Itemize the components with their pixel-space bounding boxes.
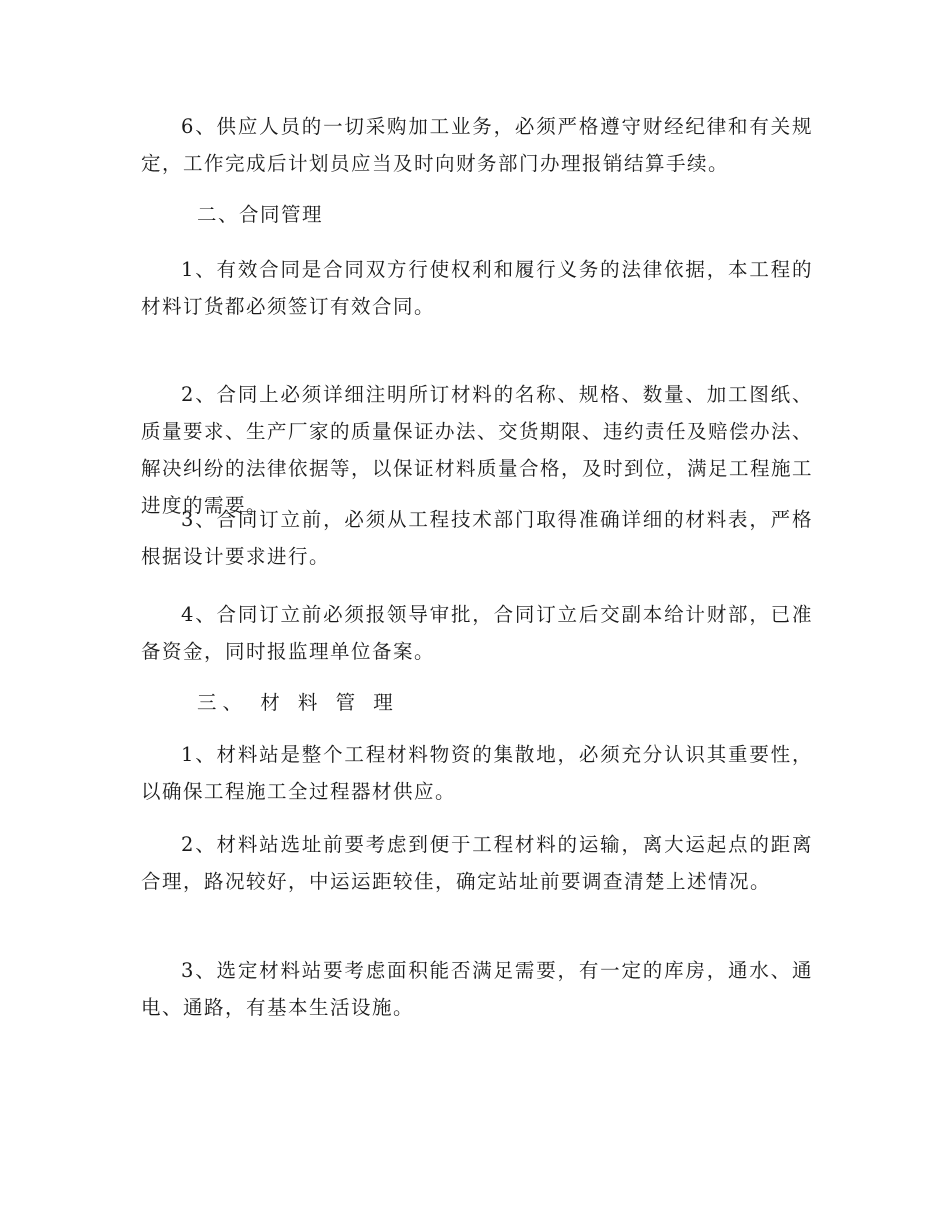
paragraph-3: 2、合同上必须详细注明所订材料的名称、规格、数量、加工图纸、质量要求、生产厂家的质量保证办法、交货期限、违约责任及赔偿办法、解决纠纷的法律依据等，以保证材料质量合格，及时到位，满足工程施工进度的需要。 — [141, 383, 814, 517]
paragraph-5: 4、合同订立前必须报领导审批，合同订立后交副本给计财部，已准备资金，同时报监理单位备案。 — [141, 603, 813, 663]
paragraph-6: 1、材料站是整个工程材料物资的集散地，必须充分认识其重要性，以确保工程施工全过程器材供应。 — [141, 743, 813, 803]
paragraph-8: 3、选定材料站要考虑面积能否满足需要，有一定的库房，通水、通电、通路，有基本生活设施。 — [141, 959, 813, 1019]
paragraph-7: 2、材料站选址前要考虑到便于工程材料的运输，离大运起点的距离合理，路况较好，中运运距较佳，确定站址前要调查清楚上述情况。 — [141, 833, 813, 893]
section-heading-material-management: 三、 材 料 管 理 — [197, 691, 399, 714]
paragraph-2: 1、有效合同是合同双方行使权利和履行义务的法律依据，本工程的材料订货都必须签订有效合同。 — [141, 258, 813, 318]
paragraph-4: 3、合同订立前，必须从工程技术部门取得准确详细的材料表，严格根据设计要求进行。 — [141, 508, 813, 568]
section-heading-contract-management: 二、合同管理 — [197, 203, 324, 226]
paragraph-1: 6、供应人员的一切采购加工业务，必须严格遵守财经纪律和有关规定，工作完成后计划员应当及时向财务部门办理报销结算手续。 — [141, 115, 813, 175]
